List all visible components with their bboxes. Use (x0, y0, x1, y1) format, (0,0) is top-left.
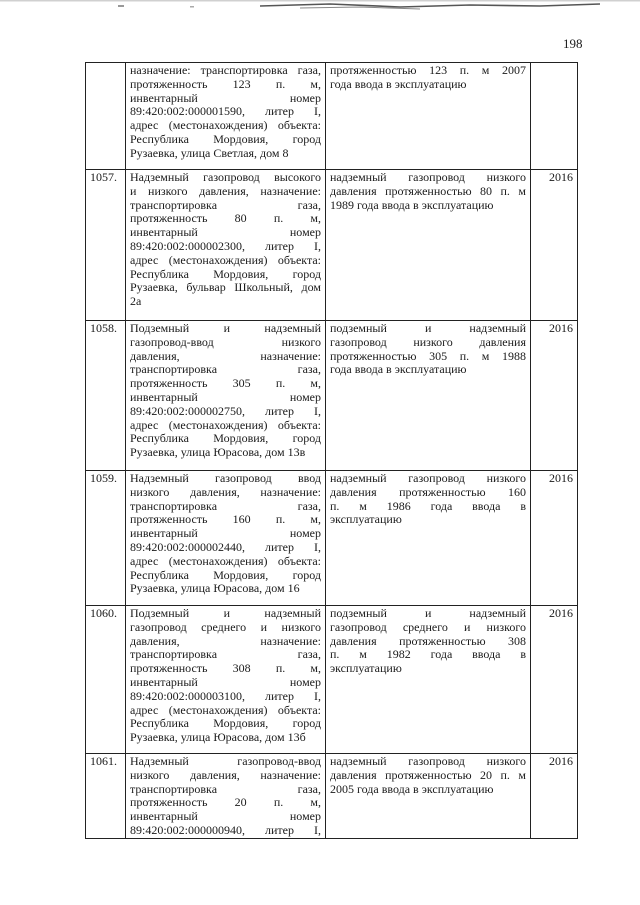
characteristics-line: года ввода в эксплуатацию (330, 362, 467, 377)
object-line: протяженность 308 п. м, (130, 661, 321, 676)
object-line: 89:420:002:000001590, литер I, (130, 104, 321, 119)
characteristics-line: 1989 года ввода в эксплуатацию (330, 197, 494, 212)
year-cell: 2016 (531, 170, 578, 321)
row-number: 1059. (86, 471, 126, 606)
object-description (126, 321, 326, 471)
object-line: Республика Мордовия, город (130, 266, 321, 281)
characteristics-line: давления протяженностью 20 п. м (330, 767, 526, 782)
object-characteristics (326, 170, 531, 321)
object-line: Рузаевка, улица Юрасова, дом 16 (130, 581, 300, 596)
characteristics-line: давления протяженностью 80 п. м (330, 183, 526, 198)
year-cell: 2016 (531, 606, 578, 754)
object-line: инвентарный номер (130, 225, 321, 240)
object-line: протяженность 20 п. м, (130, 795, 321, 810)
object-description (126, 606, 326, 754)
row-number (86, 63, 126, 170)
object-line: Рузаевка, улица Юрасова, дом 13в (130, 445, 306, 460)
object-line: транспортировка газа, (130, 197, 321, 212)
characteristics-line: п. м 1986 года ввода в (330, 498, 526, 513)
scan-edge-artifact (0, 0, 640, 12)
object-line: протяженность 305 п. м, (130, 376, 321, 391)
table-row (86, 170, 578, 321)
object-line: инвентарный номер (130, 526, 321, 541)
object-line: адрес (местонахождения) объекта: (130, 553, 321, 568)
characteristics-line: протяженностью 305 п. м 1988 (330, 348, 526, 363)
object-line: давления, назначение: (130, 348, 321, 363)
characteristics-line: года ввода в эксплуатацию (330, 76, 467, 91)
row-number: 1058. (86, 321, 126, 471)
characteristics-line: протяженностью 123 п. м 2007 (330, 63, 526, 77)
object-line: Республика Мордовия, город (130, 131, 321, 146)
object-line: 89:420:002:000002440, литер I, (130, 539, 321, 554)
object-line: адрес (местонахождения) объекта: (130, 118, 321, 133)
characteristics-line: 2005 года ввода в эксплуатацию (330, 781, 494, 796)
object-line: Надземный газопровод ввод (130, 471, 321, 485)
row-number: 1061. (86, 754, 126, 839)
object-characteristics (326, 321, 531, 471)
object-line: назначение: транспортировка газа, (130, 63, 321, 77)
characteristics-line: газопровод низкого давления (330, 334, 526, 349)
table-row (86, 471, 578, 606)
characteristics-line: эксплуатацию (330, 661, 402, 676)
object-characteristics (326, 606, 531, 754)
object-characteristics (326, 63, 531, 170)
characteristics-line: подземный и надземный (330, 321, 526, 335)
table-row (86, 63, 578, 170)
object-line: транспортировка газа, (130, 362, 321, 377)
characteristics-line: давления протяженностью 308 (330, 633, 526, 648)
year-cell: 2016 (531, 471, 578, 606)
object-line: 89:420:002:000000940, литер I, (130, 822, 321, 837)
object-line: газопровод-ввод низкого (130, 334, 321, 349)
object-description (126, 63, 326, 170)
row-number: 1060. (86, 606, 126, 754)
object-line: Рузаевка, улица Светлая, дом 8 (130, 145, 289, 160)
object-line: адрес (местонахождения) объекта: (130, 702, 321, 717)
object-description (126, 754, 326, 839)
object-line: адрес (местонахождения) объекта: (130, 417, 321, 432)
year-cell: 2016 (531, 754, 578, 839)
object-line: протяженность 160 п. м, (130, 512, 321, 527)
object-line: Рузаевка, бульвар Школьный, дом (130, 280, 321, 295)
object-line: транспортировка газа, (130, 498, 321, 513)
year-cell: 2016 (531, 321, 578, 471)
characteristics-line: п. м 1982 года ввода в (330, 647, 526, 662)
object-line: и низкого давления, назначение: (130, 183, 321, 198)
object-line: 89:420:002:000002300, литер I, (130, 238, 321, 253)
characteristics-line: надземный газопровод низкого (330, 170, 526, 184)
object-line: протяженность 123 п. м, (130, 76, 321, 91)
object-line: низкого давления, назначение: (130, 767, 321, 782)
object-line: Республика Мордовия, город (130, 567, 321, 582)
object-characteristics (326, 754, 531, 839)
table-row (86, 754, 578, 839)
object-line: 2а (130, 294, 142, 309)
object-line: давления, назначение: (130, 633, 321, 648)
table-row (86, 321, 578, 471)
object-line: инвентарный номер (130, 90, 321, 105)
characteristics-line: газопровод среднего и низкого (330, 619, 526, 634)
object-line: Республика Мордовия, город (130, 431, 321, 446)
object-line: Надземный газопровод высокого (130, 170, 321, 184)
object-line: инвентарный номер (130, 389, 321, 404)
characteristics-line: надземный газопровод низкого (330, 471, 526, 485)
object-description (126, 471, 326, 606)
object-description (126, 170, 326, 321)
object-line: газопровод среднего и низкого (130, 619, 321, 634)
page-number: 198 (563, 36, 583, 51)
row-number: 1057. (86, 170, 126, 321)
object-line: адрес (местонахождения) объекта: (130, 252, 321, 267)
object-line: транспортировка газа, (130, 647, 321, 662)
characteristics-line: подземный и надземный (330, 606, 526, 620)
characteristics-line: надземный газопровод низкого (330, 754, 526, 768)
object-line: Рузаевка, улица Юрасова, дом 13б (130, 730, 306, 745)
object-line: Подземный и надземный (130, 321, 321, 335)
object-line: 89:420:002:000003100, литер I, (130, 688, 321, 703)
table-row (86, 606, 578, 754)
object-line: 89:420:002:000002750, литер I, (130, 403, 321, 418)
object-characteristics (326, 471, 531, 606)
object-line: инвентарный номер (130, 674, 321, 689)
object-line: протяженность 80 п. м, (130, 211, 321, 226)
characteristics-line: эксплуатацию (330, 512, 402, 527)
object-line: низкого давления, назначение: (130, 484, 321, 499)
object-line: Подземный и надземный (130, 606, 321, 620)
object-line: транспортировка газа, (130, 781, 321, 796)
object-line: Республика Мордовия, город (130, 716, 321, 731)
year-cell (531, 63, 578, 170)
object-line: инвентарный номер (130, 809, 321, 824)
property-registry-table (85, 62, 578, 839)
object-line: Надземный газопровод-ввод (130, 754, 321, 768)
characteristics-line: давления протяженностью 160 (330, 484, 526, 499)
